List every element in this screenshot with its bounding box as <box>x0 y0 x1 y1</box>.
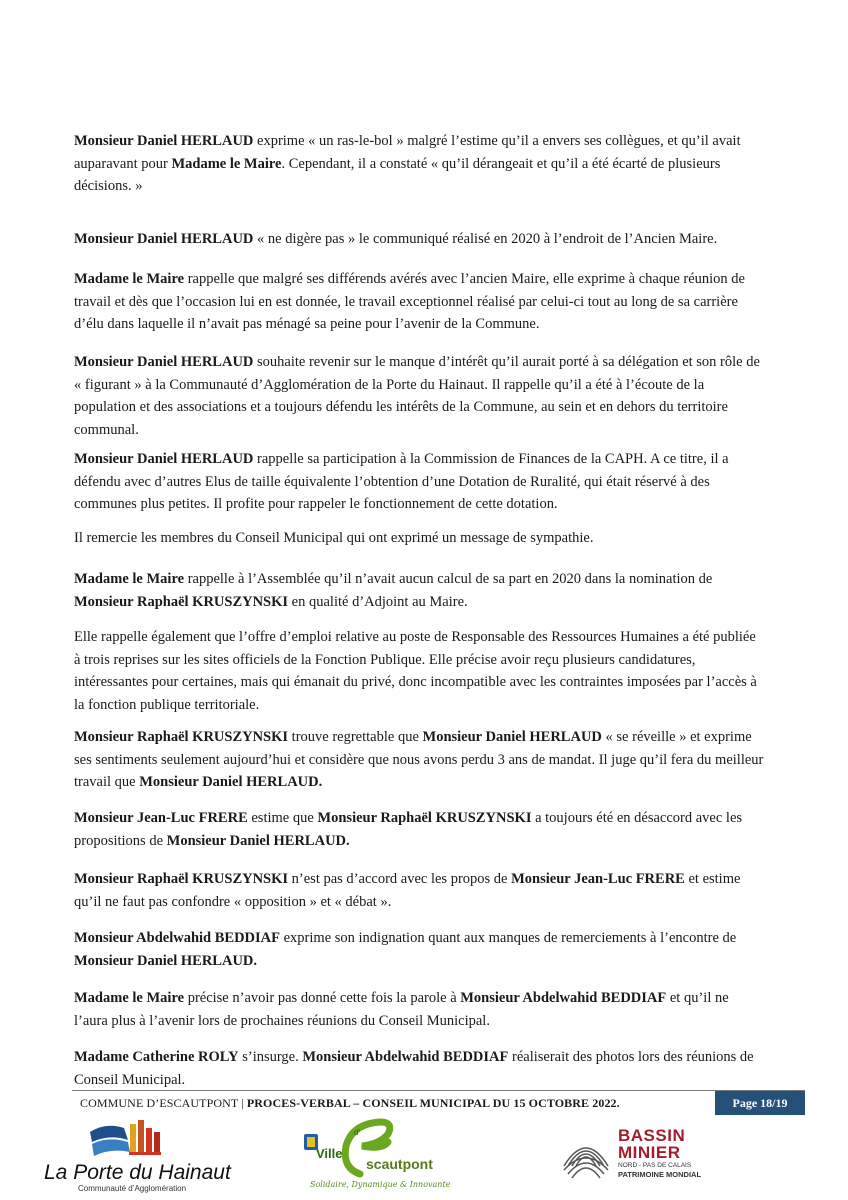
person-name: Monsieur Daniel HERLAUD <box>74 231 254 247</box>
person-name: Monsieur Daniel HERLAUD. <box>166 832 350 849</box>
paragraph-6 <box>74 527 764 550</box>
paragraph-text: n’est pas d’accord avec les propos de <box>288 871 512 887</box>
paragraph-text: exprime « un ras-le-bol » malgré l’estime qu’il a envers ses collègues, et qu’il avait auparavant pour <box>74 133 741 172</box>
paragraph-7 <box>74 568 764 613</box>
person-name: Monsieur Jean-Luc FRERE <box>511 871 685 887</box>
person-name: Monsieur Daniel HERLAUD <box>74 354 254 370</box>
ville-logo-escaut: scautpont <box>366 1156 433 1172</box>
page-number-badge: Page 18/19 <box>715 1091 805 1115</box>
paragraph-5 <box>74 448 764 516</box>
person-name: Monsieur Abdelwahid BEDDIAF <box>74 930 280 946</box>
paragraph-text: Elle rappelle également que l’offre d’emploi relative au poste de Responsable des Ressources Humaines a été publiée à trois reprises sur les sites officiels de la Fonction Publique. Elle précise avoir reçu plusieurs candidatures, intéressantes pour certaines, mais qui émanait du privé, donc incompatible avec les contraintes imposées par l’accès à la fonction publique territoriale. <box>74 629 757 713</box>
porte-du-hainaut-logo <box>44 1118 234 1194</box>
paragraph-text: réaliserait des photos lors des réunions de Conseil Municipal. <box>74 1049 754 1088</box>
paragraph-12 <box>74 927 764 972</box>
paragraph-text: rappelle que malgré ses différends avérés avec l’ancien Maire, elle exprime à chaque réunion de travail et dès que l’occasion lui en est donnée, le travail exceptionnel réalisé par celui-ci tout au long de sa carrière d’élu dans laquelle il n’avait pas ménagé sa peine pour l’avenir de la Commune. <box>74 271 745 332</box>
footer-title: PROCES-VERBAL – CONSEIL MUNICIPAL DU 15 OCTOBRE 2022. <box>246 1096 620 1110</box>
paragraph-8 <box>74 626 764 716</box>
person-name: Monsieur Daniel HERLAUD. <box>139 774 323 790</box>
paragraph-text: « se réveille » et exprime ses sentiments seulement aujourd’hui et considère que nous avons perdu 3 ans de mandat. Il juge qu’il fera du meilleur travail que <box>74 729 764 790</box>
ville-escautpont-logo <box>290 1118 460 1194</box>
paragraph-text: . Cependant, il a constaté « qu’il dérangeait et qu’il a été écarté de plusieurs décisions. » <box>74 155 721 194</box>
paragraph-text: rappelle sa participation à la Commission de Finances de la CAPH. A ce titre, il a défendu avec d’autres Elus de taille équivalente l’obtention d’une Dotation de Ruralité, qui était réservé à des communes plus petites. Il profite pour rappeler le fonctionnement de cette dotation. <box>74 451 729 512</box>
paragraph-13 <box>74 987 764 1032</box>
person-name: Madame le Maire <box>74 271 185 287</box>
paragraph-text: exprime son indignation quant aux manques de remerciements à l’encontre de <box>280 930 737 946</box>
bassin-logo-line1: BASSIN <box>618 1126 686 1145</box>
hainaut-emblem-icon <box>88 1118 168 1162</box>
person-name: Madame le Maire <box>74 571 185 587</box>
person-name: Monsieur Raphaël KRUSZYNSKI <box>74 729 289 745</box>
person-name: Monsieur Raphaël KRUSZYNSKI <box>317 810 532 826</box>
paragraph-text: et qu’il ne l’aura plus à l’avenir lors de prochaines réunions du Conseil Municipal. <box>74 990 729 1029</box>
paragraph-text: Il remercie les membres du Conseil Municipal qui ont exprimé un message de sympathie. <box>74 530 594 546</box>
person-name: Monsieur Daniel HERLAUD <box>74 133 254 149</box>
paragraph-4 <box>74 351 764 441</box>
person-name: Madame Catherine ROLY <box>74 1049 239 1065</box>
paragraph-text: précise n’avoir pas donné cette fois la parole à <box>184 990 461 1006</box>
bassin-logo-line2: MINIER <box>618 1143 681 1162</box>
person-name: Monsieur Daniel HERLAUD. <box>74 952 258 969</box>
ville-logo-motto: Solidaire, Dynamique & Innovante <box>310 1180 451 1189</box>
footer-text <box>80 1096 620 1111</box>
person-name: Madame le Maire <box>171 155 282 172</box>
paragraph-11 <box>74 868 764 913</box>
paragraph-10 <box>74 807 764 852</box>
bassin-logo-line4: PATRIMOINE MONDIAL <box>618 1170 702 1179</box>
paragraph-text: et estime qu’il ne faut pas confondre « opposition » et « débat ». <box>74 871 741 910</box>
ville-logo-ville: Ville <box>316 1146 343 1161</box>
footer-commune: COMMUNE D’ESCAUTPONT | <box>80 1096 247 1110</box>
hainaut-logo-name: La Porte du Hainaut <box>44 1161 231 1184</box>
person-name: Madame le Maire <box>74 990 185 1006</box>
person-name: Monsieur Daniel HERLAUD <box>422 729 602 745</box>
paragraph-text: trouve regrettable que <box>288 729 423 745</box>
paragraph-text: « ne digère pas » le communiqué réalisé en 2020 à l’endroit de l’Ancien Maire. <box>253 231 718 247</box>
paragraph-text: en qualité d’Adjoint au Maire. <box>288 593 468 610</box>
paragraph-text: rappelle à l’Assemblée qu’il n’avait aucun calcul de sa part en 2020 dans la nomination de <box>184 571 713 587</box>
person-name: Monsieur Abdelwahid BEDDIAF <box>302 1049 509 1065</box>
person-name: Monsieur Raphaël KRUSZYNSKI <box>74 593 289 610</box>
hainaut-logo-sub: Communauté d’Agglomération <box>78 1184 187 1193</box>
person-name: Monsieur Jean-Luc FRERE <box>74 810 248 826</box>
person-name: Monsieur Abdelwahid BEDDIAF <box>460 990 667 1006</box>
paragraph-text: s’insurge. <box>238 1049 303 1065</box>
ville-logo-d: d' <box>354 1128 360 1137</box>
paragraph-text: estime que <box>247 810 318 826</box>
bassin-minier-logo <box>560 1124 780 1190</box>
paragraph-1 <box>74 130 764 198</box>
person-name: Monsieur Daniel HERLAUD <box>74 451 254 467</box>
paragraph-14 <box>74 1046 764 1091</box>
paragraph-text: a toujours été en désaccord avec les propositions de <box>74 810 743 849</box>
bassin-minier-emblem-icon <box>560 1126 612 1182</box>
bassin-logo-line3: NORD - PAS DE CALAIS <box>618 1162 692 1169</box>
paragraph-9 <box>74 726 764 794</box>
footer <box>72 1090 805 1115</box>
paragraph-2 <box>74 228 764 251</box>
person-name: Monsieur Raphaël KRUSZYNSKI <box>74 871 289 887</box>
paragraph-text: souhaite revenir sur le manque d’intérêt qu’il aurait porté à sa délégation et son rôle de « figurant » à la Communauté d’Agglomération de la Porte du Hainaut. Il rappelle qu’il a été à l’écoute de la population et des associations et a toujours défendu les intérêts de la Commune, au sein et en dehors du territoire communal. <box>74 354 760 438</box>
paragraph-3 <box>74 268 764 336</box>
